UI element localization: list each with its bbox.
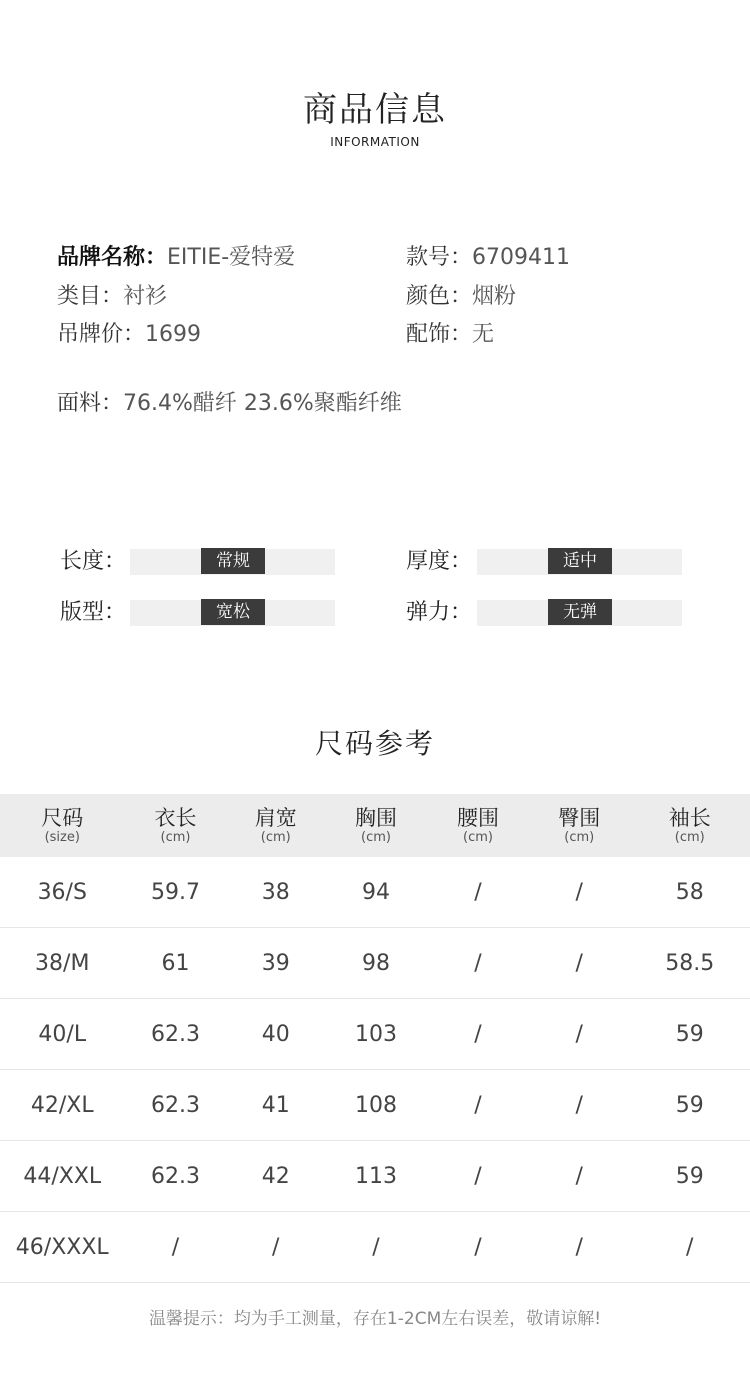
table-cell: 39 [227,928,326,999]
brand-value: EITIE-爱特爱 [167,245,296,270]
column-header-unit: (cm) [260,829,291,845]
column-header-name: 肩宽 [254,805,297,830]
size-chart-body [0,857,750,1283]
table-cell: / [427,1141,529,1212]
brand-label: 品牌名称： [57,245,168,270]
table-row [0,1070,750,1141]
table-cell: 98 [325,928,427,999]
elasticity-value-chip: 无弹 [548,599,612,625]
elasticity-attribute [406,599,686,627]
table-row [0,928,750,999]
price-value: 1699 [145,322,202,347]
length-value-chip: 常规 [201,548,265,574]
category-value: 衬衫 [123,284,168,309]
column-header [227,794,326,857]
table-cell: 58 [630,857,750,928]
column-header-unit: (cm) [160,829,191,845]
column-header-unit: (cm) [564,829,595,845]
style-number-label: 款号： [406,245,473,270]
color-info [406,282,516,312]
fit-attribute [60,599,340,627]
table-row [0,1212,750,1283]
table-cell: 40/L [0,999,125,1070]
column-header-name: 腰围 [457,805,499,830]
table-cell: 42 [227,1141,326,1212]
accessory-label: 配饰： [406,322,473,347]
size-chart-header-row [0,794,750,857]
table-cell: 59 [630,999,750,1070]
table-cell: 59 [630,1141,750,1212]
color-label: 颜色： [406,284,473,309]
color-value: 烟粉 [472,284,517,309]
column-header [427,794,529,857]
table-row [0,999,750,1070]
table-cell: 58.5 [630,928,750,999]
column-header-unit: (cm) [674,829,705,845]
column-header [529,794,630,857]
table-cell: / [427,1212,529,1283]
size-chart-title: 尺码参考 [314,727,435,760]
table-row [0,1141,750,1212]
fabric-info [57,389,402,419]
column-header-name: 衣长 [154,805,197,830]
category-label: 类目： [57,284,124,309]
table-cell: 108 [325,1070,427,1141]
table-cell: 62.3 [125,1141,227,1212]
elasticity-label: 弹力： [406,600,473,625]
table-cell: 113 [325,1141,427,1212]
table-cell: / [529,1070,630,1141]
table-cell: 40 [227,999,326,1070]
size-chart-table [0,794,750,1283]
column-header-unit: (size) [44,829,80,845]
column-header [630,794,750,857]
column-header-unit: (cm) [361,829,391,845]
table-cell: / [125,1212,227,1283]
length-attribute [60,548,340,576]
column-header [325,794,427,857]
table-cell: 38 [227,857,326,928]
price-info [57,320,201,350]
table-cell: / [529,857,630,928]
table-cell: / [529,999,630,1070]
thickness-value-chip: 适中 [548,548,612,574]
table-cell: / [325,1212,427,1283]
table-cell: / [529,928,630,999]
column-header-name: 袖长 [668,805,711,830]
style-number-info [406,243,570,273]
table-cell: 59 [630,1070,750,1141]
table-cell: / [529,1141,630,1212]
table-cell: / [427,999,529,1070]
thickness-attribute [406,548,686,576]
table-cell: / [529,1212,630,1283]
category-info [57,282,167,312]
table-cell: 36/S [0,857,125,928]
thickness-label: 厚度： [406,549,473,574]
table-cell: 61 [125,928,227,999]
table-cell: 42/XL [0,1070,125,1141]
table-cell: 62.3 [125,1070,227,1141]
measurement-note: 温馨提示：均为手工测量，存在1-2CM左右误差，敬请谅解! [148,1309,602,1329]
brand-info [57,243,295,273]
table-cell: 103 [325,999,427,1070]
page-title: 商品信息 [303,90,447,130]
table-cell: / [227,1212,326,1283]
column-header-name: 臀围 [558,805,601,830]
fit-label: 版型： [60,600,127,625]
column-header [0,794,125,857]
style-number-value: 6709411 [472,245,570,270]
column-header [125,794,227,857]
page-subtitle: INFORMATION [330,135,420,149]
column-header-unit: (cm) [463,829,493,845]
accessory-value: 无 [472,322,495,347]
table-cell: 62.3 [125,999,227,1070]
table-cell: 38/M [0,928,125,999]
column-header-name: 尺码 [41,805,84,830]
column-header-name: 胸围 [355,805,397,830]
length-label: 长度： [60,549,127,574]
accessory-info [406,320,494,350]
table-cell: / [427,928,529,999]
fabric-value: 76.4%醋纤 23.6%聚酯纤维 [123,391,402,416]
table-row [0,857,750,928]
fit-value-chip: 宽松 [201,599,265,625]
table-cell: / [427,1070,529,1141]
table-cell: 46/XXXL [0,1212,125,1283]
table-cell: 94 [325,857,427,928]
fabric-label: 面料： [57,391,124,416]
section-header [0,88,750,150]
table-cell: / [427,857,529,928]
price-label: 吊牌价： [57,322,146,347]
table-cell: 59.7 [125,857,227,928]
table-cell: 44/XXL [0,1141,125,1212]
table-cell: / [630,1212,750,1283]
table-cell: 41 [227,1070,326,1141]
